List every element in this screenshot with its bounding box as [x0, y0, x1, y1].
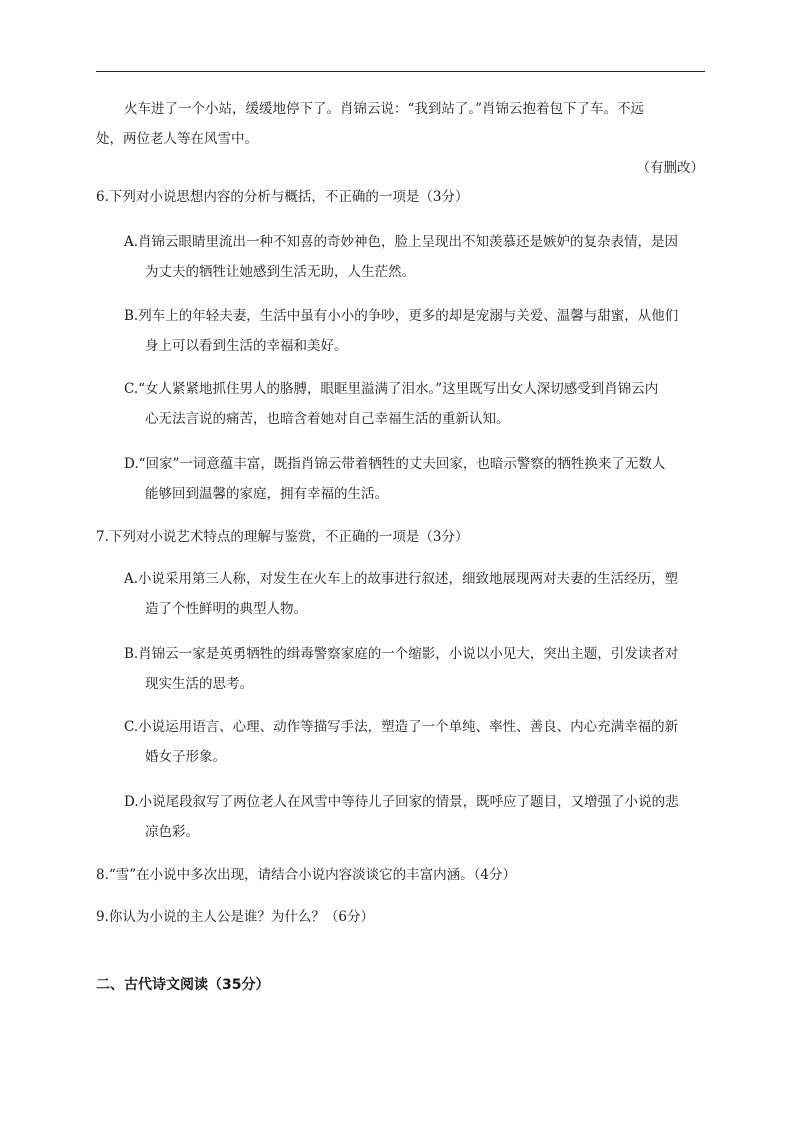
source-note: （有删改） [636, 160, 704, 176]
question-7-option-d-cont: 凉色彩。 [145, 824, 199, 840]
question-6-option-d-cont: 能够回到温馨的家庭，拥有幸福的生活。 [145, 486, 388, 502]
question-6-option-b-cont: 身上可以看到生活的幸福和美好。 [145, 338, 348, 354]
section-2-title: 二、古代诗文阅读（35分） [96, 977, 270, 993]
passage-line-1: 火车进了一个小站，缓缓地停下了。肖锦云说：“我到站了。”肖锦云抱着包下了车。不远 [124, 101, 645, 117]
question-6-option-b: B.列车上的年轻夫妻，生活中虽有小小的争吵，更多的却是宠溺与关爱、温馨与甜蜜，从他们 [124, 308, 679, 324]
question-7-option-b-cont: 现实生活的思考。 [145, 676, 253, 692]
question-6-option-a: A.肖锦云眼睛里流出一种不知喜的奇妙神色，脸上呈现出不知羡慕还是嫉妒的复杂表情，是因 [124, 234, 679, 250]
question-7-option-c: C.小说运用语言、心理、动作等描写手法，塑造了一个单纯、率性、善良、内心充满幸福的新 [124, 719, 679, 735]
question-6-option-c-cont: 心无法言说的痛苦，也暗含着她对自己幸福生活的重新认知。 [145, 411, 510, 427]
question-7-option-a-cont: 造了个性鲜明的典型人物。 [145, 601, 307, 617]
question-6-option-c: C.“女人紧紧地抓住男人的胳膊，眼眶里溢满了泪水。”这里既写出女人深切感受到肖锦云内 [124, 381, 659, 397]
question-8-stem: 8.“雪”在小说中多次出现，请结合小说内容淡谈它的丰富内涵。（4分） [96, 867, 517, 883]
question-7-option-b: B.肖锦云一家是英勇牺牲的缉毒警察家庭的一个缩影，小说以小见大，突出主题，引发读者对 [124, 646, 679, 662]
question-9-stem: 9.你认为小说的主人公是谁？为什么？（6分） [96, 909, 374, 925]
question-7-stem: 7.下列对小说艺术特点的理解与鉴赏，不正确的一项是（3分） [96, 529, 469, 545]
question-7-option-d: D.小说尾段叙写了两位老人在风雪中等待儿子回家的情景，既呼应了题目，又增强了小说的悲 [124, 794, 679, 810]
question-6-stem: 6.下列对小说思想内容的分析与概括，不正确的一项是（3分） [96, 189, 469, 205]
question-6-option-d: D.“回家”一词意蕴丰富，既指肖锦云带着牺牲的丈夫回家，也暗示警察的牺牲换来了无数人 [124, 456, 666, 472]
question-7-option-c-cont: 婚女子形象。 [145, 749, 226, 765]
question-7-option-a: A.小说采用第三人称，对发生在火车上的故事进行叙述，细致地展现两对夫妻的生活经历，塑 [124, 571, 679, 587]
passage-line-2: 处，两位老人等在风雪中。 [96, 131, 258, 147]
header-rule [96, 71, 705, 72]
question-6-option-a-cont: 为丈夫的牺牲让她感到生活无助，人生茫然。 [145, 264, 415, 280]
